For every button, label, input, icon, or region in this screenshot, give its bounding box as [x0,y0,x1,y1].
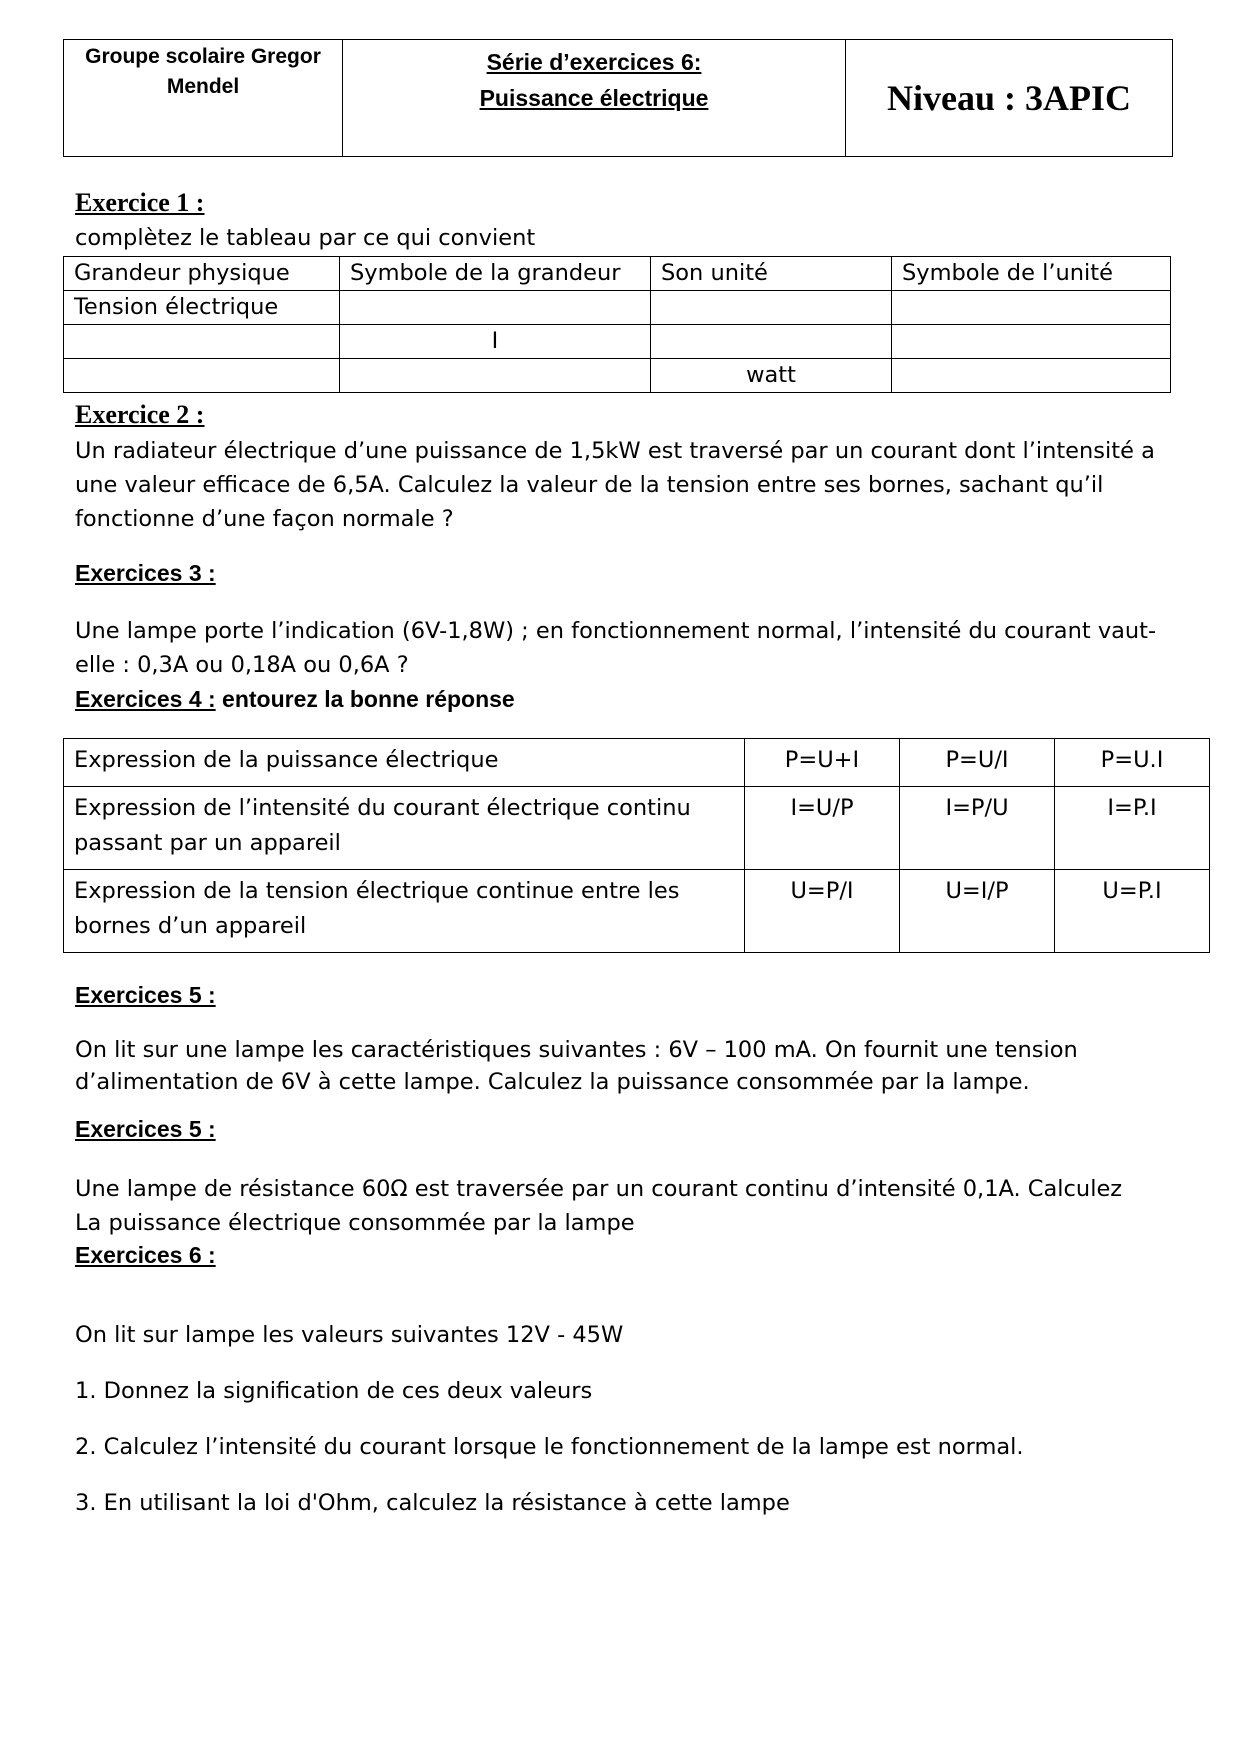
ex3-title-text: Exercices 3 : [75,560,216,586]
ex2-line-1: Un radiateur électrique d’une puissance de 1,5kW est traversé par un courant dont l’intensité a [75,438,1155,464]
answer-option[interactable]: P=U+I [745,739,900,787]
ex2-title: Exercice 2 : [75,400,205,429]
table-row [64,787,1210,870]
series-line-2: Puissance électrique [479,85,709,111]
ex1-table [63,256,1171,393]
table-cell [892,359,1171,393]
ex5a-line-1: On lit sur une lampe les caractéristiques suivantes : 6V – 100 mA. On fournit une tension [75,1037,1078,1063]
ex5b-title-text: Exercices 5 : [75,1116,216,1142]
ex5a-title-text: Exercices 5 : [75,982,216,1008]
series-line-1: Série d’exercices 6: [486,49,702,75]
ex5b-title [75,1116,216,1143]
answer-option[interactable]: I=P.I [1055,787,1210,870]
table-cell: Tension électrique [64,291,340,325]
ex6-title [75,1242,216,1269]
answer-option[interactable]: I=U/P [745,787,900,870]
ex1-instruction: complètez le tableau par ce qui convient [75,225,536,251]
table-header-cell: Grandeur physique [64,257,340,291]
header-table [63,39,1173,157]
table-cell: Expression de la puissance électrique [64,739,745,787]
ex2-line-3: fonctionne d’une façon normale ? [75,506,454,532]
ex6-title-text: Exercices 6 : [75,1242,216,1268]
table-row [64,325,1171,359]
table-cell [892,291,1171,325]
table-cell [340,359,651,393]
ex3-line-2: elle : 0,3A ou 0,18A ou 0,6A ? [75,652,409,678]
answer-option[interactable]: P=U/I [900,739,1055,787]
ex1-title: Exercice 1 : [75,188,205,217]
answer-option[interactable]: I=P/U [900,787,1055,870]
table-row [64,870,1210,953]
ex5b-line-1: Une lampe de résistance 60Ω est traversée par un courant continu d’intensité 0,1A. Calculez [75,1176,1123,1202]
level-label: Niveau : 3APIC [846,40,1173,157]
answer-option[interactable]: U=P/I [745,870,900,953]
ex3-line-1: Une lampe porte l’indication (6V-1,8W) ; en fonctionnement normal, l’intensité du courant vaut- [75,618,1157,644]
table-cell [651,291,892,325]
table-header-cell: Symbole de la grandeur [340,257,651,291]
table-cell: Expression de l’intensité du courant électrique continu passant par un appareil [64,787,745,870]
ex5b-line-2: La puissance électrique consommée par la lampe [75,1210,635,1236]
ex6-question-3: 3. En utilisant la loi d'Ohm, calculez la résistance à cette lampe [75,1490,790,1516]
answer-option[interactable]: U=I/P [900,870,1055,953]
table-cell [651,325,892,359]
ex5a-line-2: d’alimentation de 6V à cette lampe. Calculez la puissance consommée par la lampe. [75,1069,1030,1095]
answer-option[interactable]: P=U.I [1055,739,1210,787]
table-header-row [64,257,1171,291]
table-cell [892,325,1171,359]
school-name: Groupe scolaire Gregor Mendel [64,40,343,157]
table-cell [64,359,340,393]
table-cell: I [340,325,651,359]
ex4-subtitle: entourez la bonne réponse [215,686,515,712]
table-row [64,291,1171,325]
ex4-title-text: Exercices 4 : [75,686,216,712]
ex4-table [63,738,1210,953]
table-cell: Expression de la tension électrique continue entre les bornes d’un appareil [64,870,745,953]
table-cell [64,325,340,359]
table-header-cell: Symbole de l’unité [892,257,1171,291]
ex6-question-1: 1. Donnez la signification de ces deux valeurs [75,1378,593,1404]
ex2-line-2: une valeur efficace de 6,5A. Calculez la valeur de la tension entre ses bornes, sachant qu’il [75,472,1104,498]
series-title [343,40,846,157]
ex4-title [75,686,515,713]
ex6-intro: On lit sur lampe les valeurs suivantes 12V - 45W [75,1322,624,1348]
table-cell [340,291,651,325]
table-row [64,739,1210,787]
ex3-title [75,560,216,587]
ex6-question-2: 2. Calculez l’intensité du courant lorsque le fonctionnement de la lampe est normal. [75,1434,1024,1460]
table-header-cell: Son unité [651,257,892,291]
answer-option[interactable]: U=P.I [1055,870,1210,953]
ex5a-title [75,982,216,1009]
table-cell: watt [651,359,892,393]
table-row [64,359,1171,393]
